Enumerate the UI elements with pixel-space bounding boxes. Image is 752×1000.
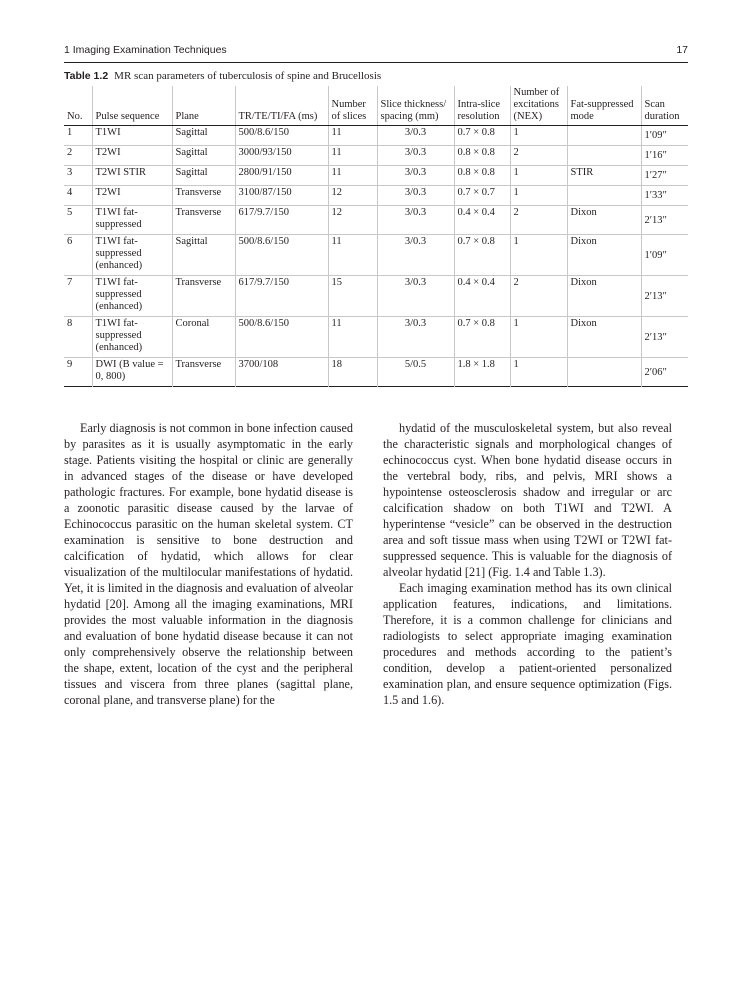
table-cell-seq: DWI (B value = 0, 800) [92, 358, 172, 387]
table-cell-res: 0.4 × 0.4 [454, 276, 510, 317]
table-cell-dur: 2′13″ [641, 317, 688, 358]
table-cell-tr: 500/8.6/150 [235, 235, 328, 276]
left-column [64, 420, 353, 708]
table-cell-thick: 3/0.3 [377, 126, 454, 146]
body-paragraph: hydatid of the musculoskeletal system, but also reveal the characteristic signals and morphological changes of echinococcus cyst. When bone hydatid disease occurs in the vertebral body, ribs, and pelvis, MRI shows a hypointense osteosclerosis shadow and irregular or arc calcification shadow on both T1WI and T2WI. A hyperintense “vesicle” can be observed in the destruction area and soft tissue mass when using T2WI or T2WI fat-suppressed sequence. This is valuable for the diagnosis of alveolar hydatid [21] (Fig. 1.4 and Table 1.3). [383, 421, 672, 579]
table-cell-dur: 1′27″ [641, 166, 688, 186]
table-cell-slices: 12 [328, 186, 377, 206]
table-cell-slices: 12 [328, 206, 377, 235]
table-cell-slices: 11 [328, 126, 377, 146]
table-cell-tr: 2800/91/150 [235, 166, 328, 186]
table-cell-no: 9 [67, 359, 73, 370]
table-cell-slices: 18 [328, 358, 377, 387]
table-cell-plane: Sagittal [172, 126, 235, 146]
table-cell-slices: 11 [328, 235, 377, 276]
table-row [64, 126, 688, 146]
table-cell-plane: Transverse [172, 186, 235, 206]
table-cell-tr: 3000/93/150 [235, 146, 328, 166]
table-row [64, 358, 688, 387]
table-cell-tr: 3100/87/150 [235, 186, 328, 206]
table-cell-fat [567, 146, 641, 166]
table-cell-res: 0.7 × 0.7 [454, 186, 510, 206]
table-cell-no: 4 [67, 187, 73, 198]
table-cell-res: 0.4 × 0.4 [454, 206, 510, 235]
table-cell-tr: 617/9.7/150 [235, 276, 328, 317]
column-header: No. [64, 86, 92, 126]
running-header [64, 42, 688, 60]
chapter-title: 1 Imaging Examination Techniques [64, 44, 227, 56]
table-cell-plane: Sagittal [172, 235, 235, 276]
table-cell-res: 0.7 × 0.8 [454, 126, 510, 146]
table-cell-seq: T2WI [92, 186, 172, 206]
column-header: Pulse sequence [92, 86, 172, 126]
table-cell-tr: 3700/108 [235, 358, 328, 387]
table-cell-nex: 1 [510, 186, 567, 206]
table-cell-plane: Transverse [172, 276, 235, 317]
table-cell-fat: Dixon [567, 276, 641, 317]
table-row [64, 317, 688, 358]
table-cell-seq: T1WI fat-suppressed (enhanced) [92, 235, 172, 276]
table-cell-thick: 3/0.3 [377, 146, 454, 166]
table-label: Table 1.2 [64, 70, 109, 82]
table-row [64, 206, 688, 235]
table-cell-slices: 11 [328, 166, 377, 186]
table-cell-seq: T1WI fat-suppressed [92, 206, 172, 235]
table-cell-thick: 5/0.5 [377, 358, 454, 387]
table-cell-dur: 2′13″ [641, 276, 688, 317]
table-header-row [64, 86, 688, 126]
table-cell-thick: 3/0.3 [377, 206, 454, 235]
table-cell-no: 7 [67, 277, 73, 288]
table-row [64, 166, 688, 186]
table-cell-no: 5 [67, 207, 73, 218]
table-cell-thick: 3/0.3 [377, 166, 454, 186]
column-header: Fat-suppressed mode [567, 86, 641, 126]
table-cell-fat: STIR [567, 166, 641, 186]
table-cell-res: 0.8 × 0.8 [454, 166, 510, 186]
table-cell-thick: 3/0.3 [377, 235, 454, 276]
table-body [64, 126, 688, 387]
table-cell-no: 8 [67, 318, 73, 329]
column-header: TR/TE/TI/FA (ms) [235, 86, 328, 126]
table-cell-plane: Transverse [172, 206, 235, 235]
table-cell-plane: Coronal [172, 317, 235, 358]
table-cell-nex: 1 [510, 126, 567, 146]
table-cell-seq: T2WI [92, 146, 172, 166]
table-caption-text: MR scan parameters of tuberculosis of spine and Brucellosis [114, 70, 382, 82]
table-cell-seq: T2WI STIR [92, 166, 172, 186]
table-cell-seq: T1WI [92, 126, 172, 146]
table-cell-dur: 1′16″ [641, 146, 688, 166]
table-cell-nex: 1 [510, 166, 567, 186]
table-cell-plane: Transverse [172, 358, 235, 387]
table-cell-res: 0.8 × 0.8 [454, 146, 510, 166]
table-cell-dur: 1′09″ [641, 126, 688, 146]
table-row [64, 146, 688, 166]
table-cell-fat [567, 358, 641, 387]
table-cell-tr: 500/8.6/150 [235, 126, 328, 146]
table-cell-no: 2 [67, 147, 73, 158]
table-cell-fat [567, 186, 641, 206]
table-cell-plane: Sagittal [172, 146, 235, 166]
table-cell-nex: 2 [510, 206, 567, 235]
table-cell-dur: 2′13″ [641, 206, 688, 235]
table-cell-seq: T1WI fat-suppressed (enhanced) [92, 276, 172, 317]
table-cell-nex: 1 [510, 317, 567, 358]
column-header: Scan duration [641, 86, 688, 126]
table-cell-fat [567, 126, 641, 146]
table-cell-no: 6 [67, 236, 73, 247]
column-header: Number of excitations (NEX) [510, 86, 567, 126]
table-cell-thick: 3/0.3 [377, 276, 454, 317]
table-row [64, 186, 688, 206]
table-cell-seq: T1WI fat-suppressed (enhanced) [92, 317, 172, 358]
table-cell-no: 1 [67, 127, 73, 138]
table-cell-nex: 1 [510, 235, 567, 276]
header-rule [64, 62, 688, 63]
table-cell-res: 0.7 × 0.8 [454, 317, 510, 358]
table-row [64, 235, 688, 276]
table-cell-tr: 500/8.6/150 [235, 317, 328, 358]
table-row [64, 276, 688, 317]
column-header: Plane [172, 86, 235, 126]
column-header: Number of slices [328, 86, 377, 126]
table-cell-fat: Dixon [567, 235, 641, 276]
table-cell-nex: 1 [510, 358, 567, 387]
table-cell-res: 0.7 × 0.8 [454, 235, 510, 276]
column-header: Intra-slice resolution [454, 86, 510, 126]
table-cell-nex: 2 [510, 146, 567, 166]
table-cell-thick: 3/0.3 [377, 186, 454, 206]
table-cell-fat: Dixon [567, 317, 641, 358]
table-cell-dur: 2′06″ [641, 358, 688, 387]
mr-parameters-table [64, 86, 688, 387]
page-number: 17 [676, 44, 688, 56]
table-cell-no: 3 [67, 167, 73, 178]
table-cell-slices: 11 [328, 317, 377, 358]
table-cell-slices: 15 [328, 276, 377, 317]
table-cell-fat: Dixon [567, 206, 641, 235]
body-paragraph: Early diagnosis is not common in bone infection caused by parasites as it is usually asymptomatic in the early stage. Patients visiting the hospital or clinic are generally in advanced stages of the disease or have developed pathologic fractures. For example, bone hydatid disease is a zoonotic parasitic disease caused by the larvae of Echinococcus parasitic on the human skeletal system. CT examination is sensitive to bone destruction and calcification of hydatid, which allows for clear visualization of the multilocular manifestations of hydatid. Yet, it is limited in the diagnosis and evaluation of alveolar hydatid [20]. Among all the imaging examinations, MRI provides the most valuable information in the diagnosis and evaluation of bone hydatid disease because it can not only comprehensively observe the relationship between the shape, extent, location of the cyst and the peripheral tissues and viscera from three planes (sagittal plane, coronal plane, and transverse plane) for the [64, 421, 353, 707]
body-paragraph: Each imaging examination method has its own clinical application features, indications, and limitations. Therefore, it is a common challenge for clinicians and radiologists to select appropriate imaging examination procedures and methods according to the patient’s condition, develop a patient-oriented personalized examination plan, and ensure sequence optimization (Figs. 1.5 and 1.6). [383, 581, 672, 707]
table-cell-dur: 1′33″ [641, 186, 688, 206]
table-cell-slices: 11 [328, 146, 377, 166]
table-cell-thick: 3/0.3 [377, 317, 454, 358]
table-caption [64, 70, 704, 82]
column-header: Slice thickness/ spacing (mm) [377, 86, 454, 126]
table-cell-plane: Sagittal [172, 166, 235, 186]
right-column [383, 420, 672, 708]
table-cell-res: 1.8 × 1.8 [454, 358, 510, 387]
table-cell-nex: 2 [510, 276, 567, 317]
table-cell-dur: 1′09″ [641, 235, 688, 276]
table-cell-tr: 617/9.7/150 [235, 206, 328, 235]
